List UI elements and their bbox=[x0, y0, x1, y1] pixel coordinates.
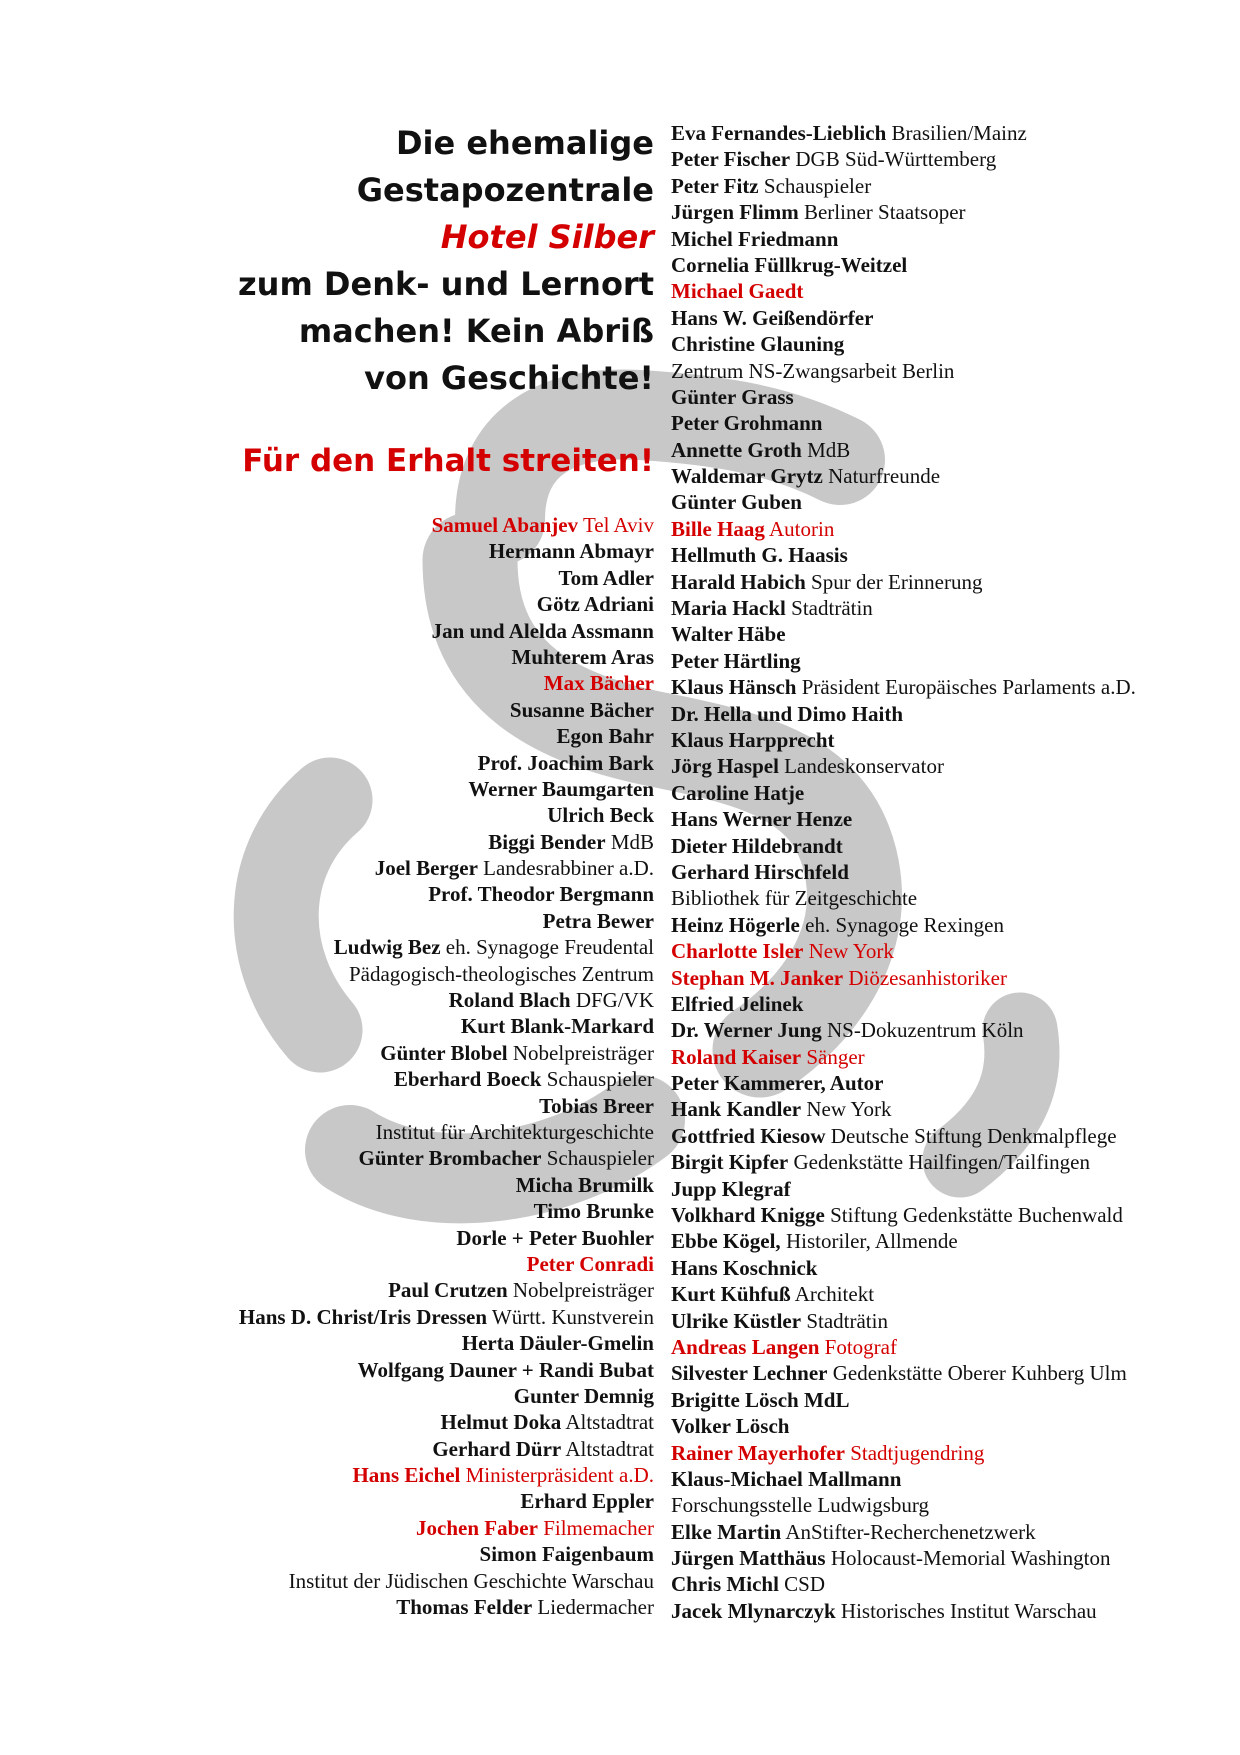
supporter-entry bbox=[150, 829, 654, 855]
supporter-name: Petra Bewer bbox=[542, 908, 654, 933]
supporter-entry bbox=[671, 859, 1231, 885]
supporter-entry bbox=[671, 1308, 1231, 1334]
supporter-name: Birgit Kipfer bbox=[671, 1150, 789, 1175]
supporter-entry bbox=[671, 1096, 1231, 1122]
supporter-entry bbox=[150, 1040, 654, 1066]
supporter-entry bbox=[671, 1017, 1231, 1043]
supporter-entry bbox=[150, 1172, 654, 1198]
subheadline: Für den Erhalt streiten! bbox=[242, 443, 654, 479]
supporter-name: Erhard Eppler bbox=[520, 1489, 654, 1514]
supporter-entry bbox=[671, 569, 1231, 595]
supporter-entry bbox=[150, 1066, 654, 1092]
supporter-name: Michael Gaedt bbox=[671, 279, 804, 304]
supporter-name: Dieter Hildebrandt bbox=[671, 833, 843, 858]
supporter-entry bbox=[671, 199, 1231, 225]
supporter-name: Waldemar Grytz bbox=[671, 464, 823, 489]
supporter-entry bbox=[671, 1044, 1231, 1070]
supporter-affiliation: Sänger bbox=[806, 1044, 865, 1069]
supporter-name: Max Bächer bbox=[543, 671, 654, 696]
supporter-name: Götz Adriani bbox=[536, 592, 654, 617]
supporter-entry bbox=[671, 1202, 1231, 1228]
supporter-entry bbox=[671, 120, 1231, 146]
supporter-affiliation: Schauspieler bbox=[546, 1146, 654, 1171]
supporter-affiliation: Deutsche Stiftung Denkmalpflege bbox=[830, 1123, 1117, 1148]
headline bbox=[150, 120, 654, 402]
supporter-affiliation: Bibliothek für Zeitgeschichte bbox=[671, 886, 918, 911]
supporter-name: Ulrich Beck bbox=[547, 803, 654, 828]
supporter-affiliation: Berliner Staatsoper bbox=[803, 200, 966, 225]
supporter-affiliation: Brasilien/Mainz bbox=[891, 121, 1027, 145]
supporter-entry bbox=[150, 1013, 654, 1039]
supporter-entry bbox=[150, 1515, 654, 1541]
supporter-affiliation: Spur der Erinnerung bbox=[811, 569, 983, 594]
supporter-name: Bille Haag bbox=[671, 516, 765, 541]
supporter-entry bbox=[671, 252, 1231, 278]
supporter-affiliation: NS-Dokuzentrum Köln bbox=[826, 1018, 1024, 1043]
supporter-affiliation: Württ. Kunstverein bbox=[491, 1304, 654, 1329]
supporter-entry bbox=[671, 1281, 1231, 1307]
supporter-entry bbox=[671, 912, 1231, 938]
supporter-entry bbox=[671, 727, 1231, 753]
supporter-affiliation: Fotograf bbox=[824, 1334, 897, 1359]
supporter-affiliation: Landesrabbiner a.D. bbox=[483, 856, 654, 881]
supporter-entry bbox=[671, 1598, 1231, 1624]
supporter-entry bbox=[150, 881, 654, 907]
supporter-entry bbox=[671, 1334, 1231, 1360]
supporter-name: Dr. Hella und Dimo Haith bbox=[671, 701, 904, 726]
supporter-name: Jörg Haspel bbox=[671, 754, 779, 779]
supporter-name: Wolfgang Dauner + Randi Bubat bbox=[357, 1357, 654, 1382]
supporter-name: Annette Groth bbox=[671, 437, 802, 462]
supporter-name: Eva Fernandes-Lieblich bbox=[671, 121, 887, 145]
supporter-name: Gerhard Dürr bbox=[432, 1436, 562, 1461]
supporter-name: Jupp Klegraf bbox=[671, 1176, 791, 1201]
supporter-entry bbox=[150, 697, 654, 723]
supporter-name: Charlotte Isler bbox=[671, 939, 804, 964]
supporter-entry bbox=[150, 1145, 654, 1171]
supporter-affiliation: New York bbox=[808, 939, 894, 964]
supporter-name: Michel Friedmann bbox=[671, 226, 839, 251]
supporter-affiliation: DFG/VK bbox=[575, 988, 654, 1013]
supporter-entry bbox=[150, 961, 654, 987]
supporter-name: Ulrike Küstler bbox=[671, 1308, 802, 1333]
supporter-entry bbox=[671, 938, 1231, 964]
supporter-entry bbox=[671, 1466, 1231, 1492]
supporter-entry bbox=[671, 516, 1231, 542]
supporter-name: Tobias Breer bbox=[539, 1093, 654, 1118]
supporter-entry bbox=[671, 1070, 1231, 1096]
supporter-entry bbox=[671, 1228, 1231, 1254]
supporter-entry bbox=[150, 1568, 654, 1594]
supporter-entry bbox=[671, 1176, 1231, 1202]
supporter-affiliation: Altstadtrat bbox=[565, 1410, 654, 1435]
supporter-entry bbox=[671, 1519, 1231, 1545]
supporter-name: Cornelia Füllkrug-Weitzel bbox=[671, 252, 908, 277]
supporter-entry bbox=[150, 855, 654, 881]
supporter-affiliation: Gedenkstätte Oberer Kuhberg Ulm bbox=[832, 1361, 1127, 1386]
supporter-name: Volker Lösch bbox=[671, 1414, 790, 1439]
headline-hotel-silber: Hotel Silber bbox=[440, 218, 654, 256]
supporter-entry bbox=[150, 1462, 654, 1488]
supporter-entry bbox=[671, 1360, 1231, 1386]
supporter-entry bbox=[150, 512, 654, 538]
headline-line-1: Die ehemalige bbox=[395, 124, 654, 162]
supporter-name: Ebbe Kögel, bbox=[671, 1229, 781, 1254]
supporter-name: Peter Fitz bbox=[671, 173, 759, 198]
supporter-name: Roland Blach bbox=[448, 988, 571, 1013]
supporter-name: Günter Guben bbox=[671, 490, 802, 515]
supporter-name: Gottfried Kiesow bbox=[671, 1123, 826, 1148]
supporter-entry bbox=[150, 750, 654, 776]
supporter-name: Hans Werner Henze bbox=[671, 807, 853, 832]
supporter-entry bbox=[150, 1594, 654, 1620]
supporter-name: Roland Kaiser bbox=[671, 1044, 802, 1069]
supporter-name: Klaus Harpprecht bbox=[671, 727, 835, 752]
supporter-entry bbox=[150, 987, 654, 1013]
supporter-entry bbox=[150, 644, 654, 670]
supporter-name: Chris Michl bbox=[671, 1572, 779, 1597]
supporters-list-right bbox=[671, 120, 1231, 1624]
supporter-entry bbox=[150, 670, 654, 696]
headline-line-6: von Geschichte! bbox=[364, 359, 654, 397]
supporter-name: Elfried Jelinek bbox=[671, 991, 804, 1016]
supporter-entry bbox=[150, 1541, 654, 1567]
supporter-name: Heinz Högerle bbox=[671, 912, 800, 937]
supporter-affiliation: Pädagogisch-theologisches Zentrum bbox=[348, 961, 654, 986]
supporter-affiliation: New York bbox=[806, 1097, 892, 1122]
supporter-name: Hermann Abmayr bbox=[488, 539, 654, 564]
supporter-entry bbox=[671, 1149, 1231, 1175]
supporter-name: Caroline Hatje bbox=[671, 780, 805, 805]
supporter-entry bbox=[671, 885, 1231, 911]
supporter-name: Günter Grass bbox=[671, 384, 794, 409]
supporter-name: Harald Habich bbox=[671, 569, 806, 594]
supporter-entry bbox=[150, 1330, 654, 1356]
supporter-name: Joel Berger bbox=[374, 856, 478, 881]
supporter-name: Hans Eichel bbox=[352, 1463, 461, 1488]
supporter-name: Egon Bahr bbox=[556, 724, 654, 749]
supporter-affiliation: Altstadtrat bbox=[565, 1436, 654, 1461]
supporter-entry bbox=[671, 621, 1231, 647]
supporter-affiliation: AnStifter-Recherchenetzwerk bbox=[785, 1519, 1036, 1544]
supporter-entry bbox=[150, 591, 654, 617]
supporter-affiliation: Autorin bbox=[769, 516, 835, 541]
supporter-name: Maria Hackl bbox=[671, 596, 786, 621]
supporter-name: Kurt Kühfuß bbox=[671, 1282, 791, 1307]
supporter-name: Peter Fischer bbox=[671, 147, 791, 172]
supporter-entry bbox=[671, 437, 1231, 463]
supporter-entry bbox=[150, 1225, 654, 1251]
supporter-name: Hans D. Christ/Iris Dressen bbox=[238, 1304, 487, 1329]
supporter-affiliation: Landeskonservator bbox=[784, 754, 944, 779]
supporter-entry bbox=[671, 701, 1231, 727]
supporter-entry bbox=[150, 908, 654, 934]
supporters-list-left bbox=[150, 512, 654, 1620]
supporter-affiliation: Stiftung Gedenkstätte Buchenwald bbox=[830, 1203, 1123, 1228]
supporter-name: Muhterem Aras bbox=[511, 644, 654, 669]
supporter-name: Hellmuth G. Haasis bbox=[671, 543, 848, 568]
supporter-affiliation: Architekt bbox=[794, 1282, 875, 1307]
supporter-entry bbox=[150, 1304, 654, 1330]
supporter-entry bbox=[671, 780, 1231, 806]
supporter-name: Timo Brunke bbox=[533, 1199, 654, 1224]
supporter-name: Tom Adler bbox=[558, 565, 654, 590]
supporter-entry bbox=[150, 1436, 654, 1462]
supporter-name: Stephan M. Janker bbox=[671, 965, 844, 990]
supporter-name: Helmut Doka bbox=[440, 1410, 562, 1435]
supporter-affiliation: Liedermacher bbox=[537, 1595, 654, 1620]
supporter-entry bbox=[671, 1413, 1231, 1439]
supporter-name: Volkhard Knigge bbox=[671, 1203, 825, 1228]
supporter-entry bbox=[150, 1198, 654, 1224]
supporter-name: Peter Conradi bbox=[526, 1251, 654, 1276]
supporter-entry bbox=[671, 1571, 1231, 1597]
supporter-affiliation: Schauspieler bbox=[546, 1067, 654, 1092]
supporter-entry bbox=[671, 965, 1231, 991]
supporter-entry bbox=[671, 753, 1231, 779]
supporter-name: Günter Blobel bbox=[380, 1040, 508, 1065]
supporter-entry bbox=[150, 723, 654, 749]
supporter-affiliation: Forschungsstelle Ludwigsburg bbox=[671, 1493, 930, 1518]
supporter-entry bbox=[671, 358, 1231, 384]
supporter-entry bbox=[671, 1123, 1231, 1149]
supporter-name: Hans Koschnick bbox=[671, 1255, 818, 1280]
supporter-name: Micha Brumilk bbox=[515, 1172, 654, 1197]
supporter-entry bbox=[150, 934, 654, 960]
supporter-affiliation: DGB Süd-Württemberg bbox=[795, 147, 997, 172]
supporter-name: Jacek Mlynarczyk bbox=[671, 1598, 836, 1623]
supporter-entry bbox=[671, 305, 1231, 331]
supporter-name: Eberhard Boeck bbox=[393, 1067, 542, 1092]
supporter-name: Gerhard Hirschfeld bbox=[671, 859, 849, 884]
supporter-entry bbox=[671, 384, 1231, 410]
supporter-name: Peter Grohmann bbox=[671, 411, 823, 436]
supporter-entry bbox=[150, 565, 654, 591]
supporter-name: Rainer Mayerhofer bbox=[671, 1440, 845, 1465]
supporter-name: Dorle + Peter Buohler bbox=[456, 1225, 654, 1250]
supporter-entry bbox=[671, 1255, 1231, 1281]
supporter-affiliation: Tel Aviv bbox=[582, 513, 654, 537]
supporter-name: Elke Martin bbox=[671, 1519, 782, 1544]
supporter-name: Jochen Faber bbox=[416, 1515, 538, 1540]
supporter-name: Biggi Bender bbox=[488, 829, 606, 854]
supporter-entry bbox=[671, 226, 1231, 252]
supporter-entry bbox=[671, 146, 1231, 172]
headline-line-5: machen! Kein Abriß bbox=[298, 312, 654, 350]
supporter-entry bbox=[150, 1119, 654, 1145]
supporter-affiliation: eh. Synagoge Rexingen bbox=[805, 912, 1004, 937]
supporter-entry bbox=[150, 802, 654, 828]
supporter-entry bbox=[671, 331, 1231, 357]
supporter-name: Jürgen Flimm bbox=[671, 200, 799, 225]
supporter-entry bbox=[150, 1357, 654, 1383]
supporter-entry bbox=[150, 1251, 654, 1277]
supporter-name: Peter Kammerer, Autor bbox=[671, 1071, 884, 1096]
supporter-affiliation: Naturfreunde bbox=[828, 464, 941, 489]
supporter-affiliation: eh. Synagoge Freudental bbox=[445, 935, 654, 960]
supporter-name: Peter Härtling bbox=[671, 648, 801, 673]
supporter-name: Dr. Werner Jung bbox=[671, 1018, 822, 1043]
supporter-affiliation: Nobelpreisträger bbox=[512, 1040, 654, 1065]
supporter-affiliation: Schauspieler bbox=[763, 173, 872, 198]
supporter-entry bbox=[671, 173, 1231, 199]
supporter-entry bbox=[671, 463, 1231, 489]
supporter-affiliation: Stadträtin bbox=[806, 1308, 888, 1333]
supporter-name: Walter Häbe bbox=[671, 622, 786, 647]
supporter-name: Jan und Alelda Assmann bbox=[431, 618, 654, 643]
supporter-entry bbox=[150, 1409, 654, 1435]
supporter-entry bbox=[671, 674, 1231, 700]
supporter-affiliation: Nobelpreisträger bbox=[512, 1278, 654, 1303]
supporter-affiliation: Filmemacher bbox=[543, 1515, 654, 1540]
supporter-entry bbox=[150, 538, 654, 564]
supporter-affiliation: Stadtjugendring bbox=[850, 1440, 985, 1465]
supporter-entry bbox=[671, 806, 1231, 832]
supporter-affiliation: Gedenkstätte Hailfingen/Tailfingen bbox=[793, 1150, 1090, 1175]
supporter-name: Prof. Joachim Bark bbox=[477, 750, 654, 775]
supporter-name: Silvester Lechner bbox=[671, 1361, 828, 1386]
supporter-affiliation: CSD bbox=[784, 1572, 826, 1597]
supporter-affiliation: Präsident Europäisches Parlaments a.D. bbox=[801, 675, 1136, 700]
supporter-name: Simon Faigenbaum bbox=[479, 1542, 654, 1567]
supporter-affiliation: Historisches Institut Warschau bbox=[840, 1598, 1097, 1623]
supporter-affiliation: Institut für Architekturgeschichte bbox=[375, 1119, 654, 1144]
supporter-name: Andreas Langen bbox=[671, 1334, 820, 1359]
supporter-affiliation: Historiler, Allmende bbox=[785, 1229, 958, 1254]
supporter-entry bbox=[671, 1440, 1231, 1466]
supporter-entry bbox=[150, 1093, 654, 1119]
supporter-name: Samuel Abanjev bbox=[431, 513, 579, 537]
headline-line-4: zum Denk- und Lernort bbox=[238, 265, 654, 303]
supporter-affiliation: Stadträtin bbox=[791, 596, 873, 621]
supporter-name: Hank Kandler bbox=[671, 1097, 802, 1122]
supporter-affiliation: Ministerpräsident a.D. bbox=[465, 1463, 654, 1488]
supporter-entry bbox=[671, 595, 1231, 621]
supporter-name: Jürgen Matthäus bbox=[671, 1546, 826, 1571]
supporter-entry bbox=[671, 489, 1231, 515]
supporter-entry bbox=[671, 410, 1231, 436]
supporter-name: Thomas Felder bbox=[396, 1595, 533, 1620]
supporter-name: Günter Brombacher bbox=[358, 1146, 542, 1171]
supporter-name: Gunter Demnig bbox=[513, 1383, 654, 1408]
supporter-entry bbox=[671, 1387, 1231, 1413]
supporter-name: Christine Glauning bbox=[671, 332, 845, 357]
supporter-name: Susanne Bächer bbox=[509, 697, 654, 722]
supporter-name: Klaus-Michael Mallmann bbox=[671, 1466, 902, 1491]
supporter-affiliation: MdB bbox=[610, 829, 654, 854]
supporter-name: Prof. Theodor Bergmann bbox=[428, 882, 654, 907]
supporter-name: Ludwig Bez bbox=[333, 935, 441, 960]
supporter-entry bbox=[671, 833, 1231, 859]
supporter-entry bbox=[671, 1492, 1231, 1518]
supporter-entry bbox=[150, 618, 654, 644]
supporter-entry bbox=[671, 991, 1231, 1017]
supporter-name: Kurt Blank-Markard bbox=[460, 1014, 654, 1039]
supporter-affiliation: Holocaust-Memorial Washington bbox=[830, 1546, 1111, 1571]
supporter-name: Brigitte Lösch MdL bbox=[671, 1387, 850, 1412]
supporter-name: Hans W. Geißendörfer bbox=[671, 305, 874, 330]
headline-line-2: Gestapozentrale bbox=[356, 171, 654, 209]
supporter-affiliation: MdB bbox=[807, 437, 851, 462]
supporter-entry bbox=[671, 648, 1231, 674]
supporter-affiliation: Institut der Jüdischen Geschichte Warschau bbox=[288, 1568, 654, 1593]
supporter-name: Klaus Hänsch bbox=[671, 675, 797, 700]
supporter-entry bbox=[150, 776, 654, 802]
supporter-affiliation: Diözesanhistoriker bbox=[848, 965, 1007, 990]
supporter-entry bbox=[671, 278, 1231, 304]
supporter-name: Werner Baumgarten bbox=[468, 776, 654, 801]
supporter-name: Herta Däuler-Gmelin bbox=[461, 1331, 654, 1356]
supporter-entry bbox=[671, 542, 1231, 568]
supporter-entry bbox=[150, 1488, 654, 1514]
supporter-name: Paul Crutzen bbox=[388, 1278, 508, 1303]
supporter-entry bbox=[150, 1277, 654, 1303]
supporter-entry bbox=[671, 1545, 1231, 1571]
supporter-affiliation: Zentrum NS-Zwangsarbeit Berlin bbox=[671, 358, 955, 383]
supporter-entry bbox=[150, 1383, 654, 1409]
